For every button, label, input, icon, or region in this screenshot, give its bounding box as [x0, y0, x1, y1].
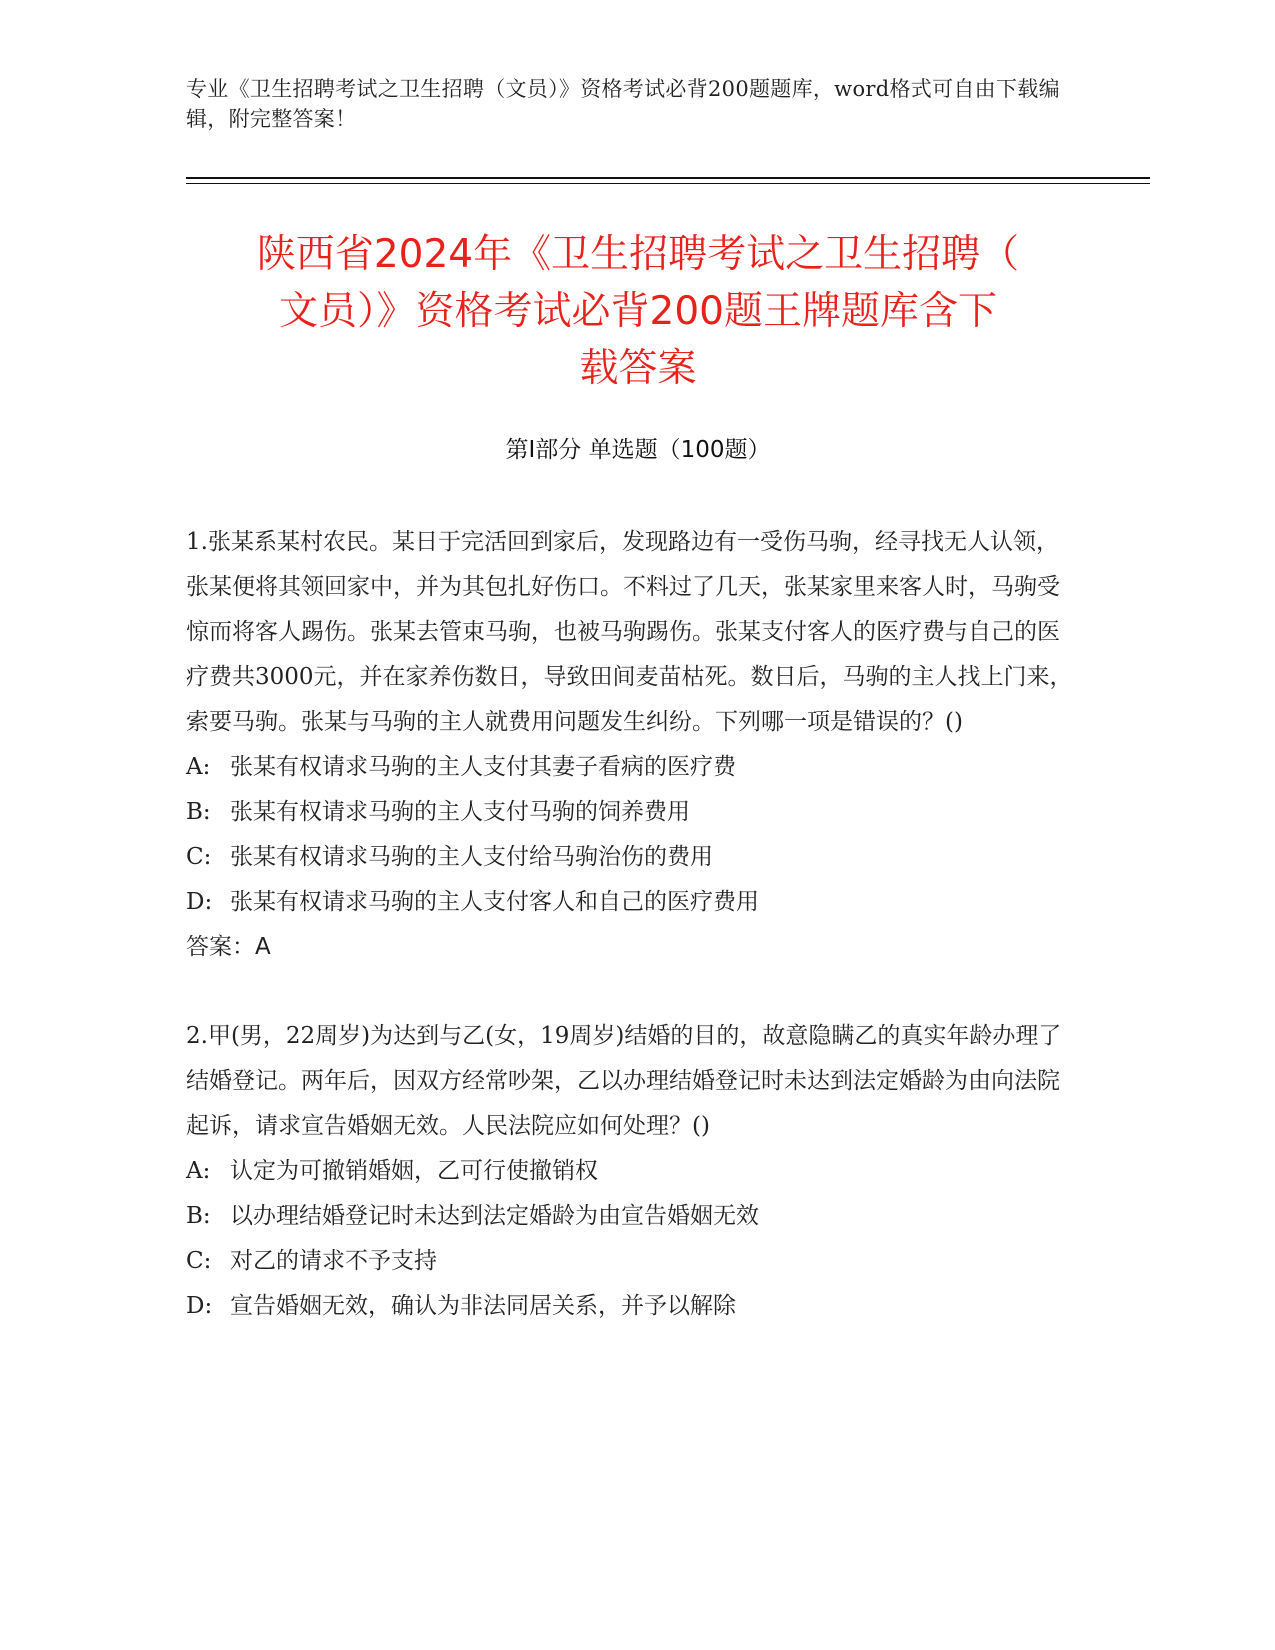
option-b — [186, 790, 1076, 835]
answer-line: 答案：A — [186, 934, 271, 960]
option-text: 认定为可撤销婚姻，乙可行使撤销权 — [230, 1158, 598, 1184]
option-letter: A: — [186, 754, 211, 780]
question-list — [186, 520, 1076, 1373]
option-letter: A: — [186, 1158, 211, 1184]
question-stem: 2.甲(男，22周岁)为达到与乙(女，19周岁)结婚的目的，故意隐瞒乙的真实年龄办理了结婚登记。两年后，因双方经常吵架，乙以办理结婚登记时未达到法定婚龄为由向法院起诉，请求宣告婚姻无效。人民法院应如何处理？() — [186, 1023, 1062, 1139]
option-a — [186, 1149, 1076, 1194]
option-letter: C: — [186, 844, 212, 870]
question-stem: 1.张某系某村农民。某日于完活回到家后，发现路边有一受伤马驹，经寻找无人认领，张某便将其领回家中，并为其包扎好伤口。不料过了几天，张某家里来客人时，马驹受惊而将客人踢伤。张某去管束马驹，也被马驹踢伤。张某支付客人的医疗费与自己的医疗费共3000元，并在家养伤数日，导致田间麦苗枯死。数日后，马驹的主人找上门来，索要马驹。张某与马驹的主人就费用问题发生纠纷。下列哪一项是错误的？() — [186, 529, 1073, 735]
option-letter: B: — [186, 1203, 211, 1229]
option-list — [186, 1149, 1076, 1329]
question-item — [186, 1014, 1076, 1329]
option-c — [186, 1239, 1076, 1284]
option-text: 张某有权请求马驹的主人支付给马驹治伤的费用 — [230, 844, 713, 870]
option-text: 对乙的请求不予支持 — [230, 1248, 437, 1274]
option-letter: C: — [186, 1248, 212, 1274]
title-line: 文员）》资格考试必背200题王牌题库含下 — [279, 289, 997, 335]
option-d — [186, 1284, 1076, 1329]
option-text: 宣告婚姻无效，确认为非法同居关系，并予以解除 — [230, 1293, 736, 1319]
header-note: 专业《卫生招聘考试之卫生招聘（文员）》资格考试必背200题题库，word格式可自由下载编辑，附完整答案！ — [186, 77, 1060, 131]
option-c — [186, 835, 1076, 880]
header-divider-thin — [186, 183, 1150, 184]
option-list — [186, 745, 1076, 925]
option-letter: D: — [186, 1293, 213, 1319]
question-item — [186, 520, 1076, 970]
title-line: 载答案 — [579, 346, 697, 392]
option-letter: B: — [186, 799, 211, 825]
option-letter: D: — [186, 889, 213, 915]
option-d — [186, 880, 1076, 925]
option-text: 张某有权请求马驹的主人支付其妻子看病的医疗费 — [230, 754, 736, 780]
option-text: 以办理结婚登记时未达到法定婚龄为由宣告婚姻无效 — [230, 1203, 759, 1229]
section-heading: 第Ⅰ部分 单选题（100题） — [505, 437, 771, 463]
option-a — [186, 745, 1076, 790]
option-text: 张某有权请求马驹的主人支付客人和自己的医疗费用 — [230, 889, 759, 915]
document-title — [186, 226, 1090, 397]
option-b — [186, 1194, 1076, 1239]
title-line: 陕西省2024年《卫生招聘考试之卫生招聘（ — [256, 232, 1020, 278]
option-text: 张某有权请求马驹的主人支付马驹的饲养费用 — [230, 799, 690, 825]
header-divider-thick — [186, 177, 1150, 179]
